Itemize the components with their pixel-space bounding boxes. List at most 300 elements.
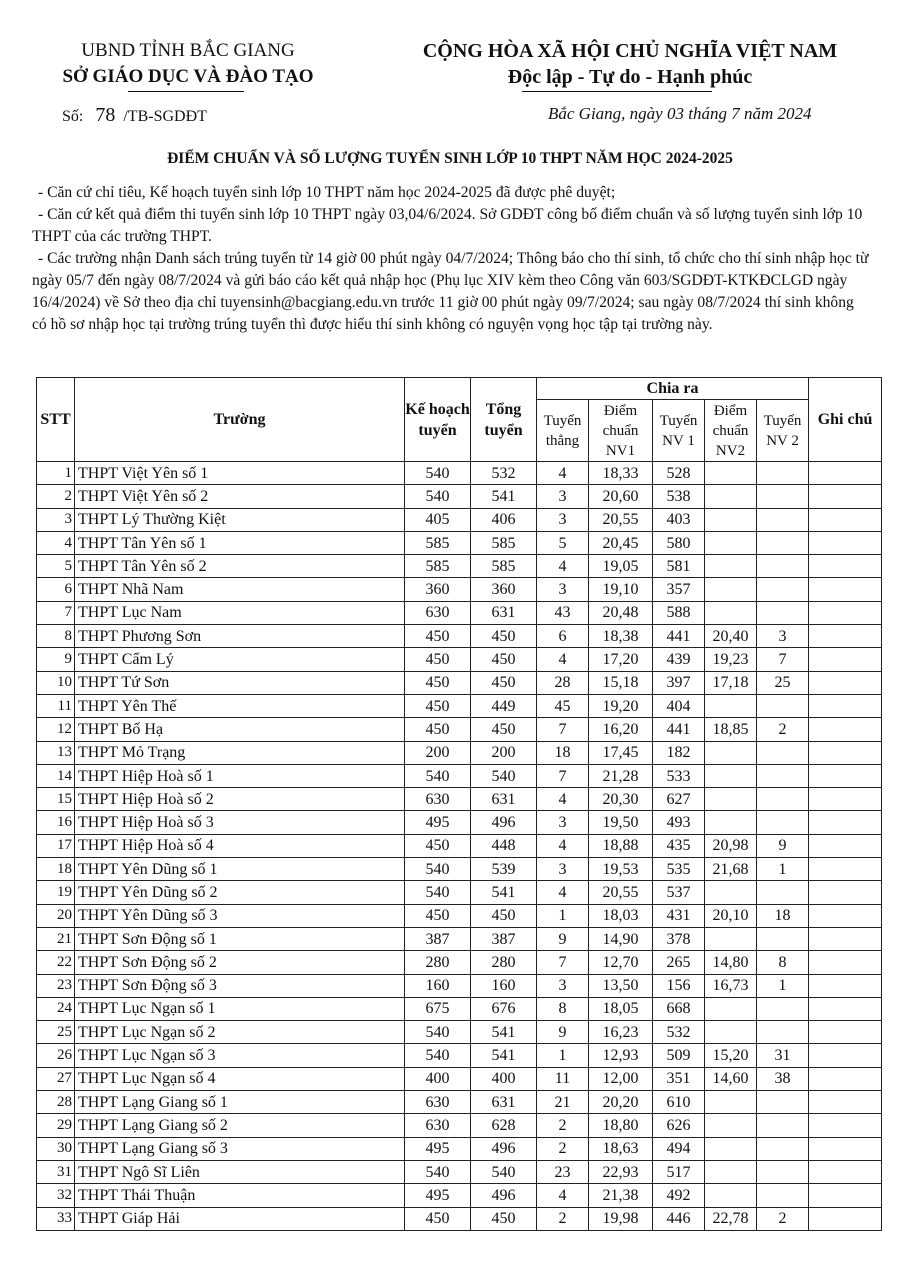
cell-note [809, 1137, 882, 1160]
cell-direct: 2 [537, 1114, 589, 1137]
cell-direct: 4 [537, 1184, 589, 1207]
cell-plan: 160 [405, 974, 471, 997]
table-row [37, 764, 882, 787]
cell-direct: 4 [537, 788, 589, 811]
cell-score-nv2 [705, 485, 757, 508]
header-total: Tổng tuyển [471, 378, 537, 462]
cell-admit-nv1: 446 [653, 1207, 705, 1230]
cell-total: 496 [471, 811, 537, 834]
cell-admit-nv1: 397 [653, 671, 705, 694]
cell-score-nv2: 20,98 [705, 834, 757, 857]
table-row [37, 927, 882, 950]
cell-admit-nv1: 156 [653, 974, 705, 997]
header-score-nv1: Điểm chuẩn NV1 [589, 400, 653, 462]
cell-plan: 675 [405, 997, 471, 1020]
table-row [37, 951, 882, 974]
cell-school: THPT Lý Thường Kiệt [75, 508, 405, 531]
cell-plan: 450 [405, 904, 471, 927]
cell-direct: 1 [537, 1044, 589, 1067]
cell-admit-nv1: 610 [653, 1091, 705, 1114]
cell-admit-nv1: 535 [653, 858, 705, 881]
cell-school: THPT Sơn Động số 1 [75, 927, 405, 950]
cell-score-nv1: 18,03 [589, 904, 653, 927]
cell-note [809, 1067, 882, 1090]
cell-direct: 3 [537, 508, 589, 531]
cell-note [809, 508, 882, 531]
cell-admit-nv1: 439 [653, 648, 705, 671]
cell-total: 541 [471, 1021, 537, 1044]
cell-school: THPT Nhã Nam [75, 578, 405, 601]
cell-total: 631 [471, 1091, 537, 1114]
cell-direct: 11 [537, 1067, 589, 1090]
cell-note [809, 485, 882, 508]
cell-note [809, 1091, 882, 1114]
cell-admit-nv2: 38 [757, 1067, 809, 1090]
cell-score-nv1: 14,90 [589, 927, 653, 950]
cell-score-nv2 [705, 1184, 757, 1207]
header-admit-nv1: Tuyển NV 1 [653, 400, 705, 462]
cell-school: THPT Cẩm Lý [75, 648, 405, 671]
cell-score-nv2 [705, 741, 757, 764]
number-prefix: Số: [62, 108, 84, 125]
cell-school: THPT Lạng Giang số 3 [75, 1137, 405, 1160]
cell-admit-nv2 [757, 555, 809, 578]
cell-note [809, 1207, 882, 1230]
cell-score-nv2 [705, 555, 757, 578]
table-row [37, 881, 882, 904]
cell-total: 450 [471, 671, 537, 694]
cell-admit-nv1: 441 [653, 625, 705, 648]
cell-stt: 7 [37, 601, 75, 624]
agency-department: SỞ GIÁO DỤC VÀ ĐÀO TẠO [62, 66, 314, 87]
cell-school: THPT Lục Nam [75, 601, 405, 624]
cell-direct: 4 [537, 648, 589, 671]
table-row [37, 531, 882, 554]
cell-direct: 5 [537, 531, 589, 554]
motto-underline [522, 91, 712, 92]
cell-stt: 27 [37, 1067, 75, 1090]
cell-plan: 450 [405, 694, 471, 717]
cell-plan: 450 [405, 1207, 471, 1230]
cell-admit-nv2 [757, 764, 809, 787]
cell-plan: 540 [405, 462, 471, 485]
intro-paragraphs [32, 182, 870, 336]
intro-paragraph: - Căn cứ kết quả điểm thi tuyển sinh lớp 10 THPT ngày 03,04/6/2024. Sở GDĐT công bố điểm chuẩn và số lượng tuyển sinh lớp 10 THPT của các trường THPT. [32, 206, 863, 245]
cell-score-nv2: 20,40 [705, 625, 757, 648]
cell-score-nv2 [705, 764, 757, 787]
cell-admit-nv2 [757, 997, 809, 1020]
cell-total: 541 [471, 485, 537, 508]
cell-direct: 45 [537, 694, 589, 717]
number-value: 78 [95, 104, 116, 126]
cell-total: 541 [471, 881, 537, 904]
cell-direct: 23 [537, 1160, 589, 1183]
table-row [37, 741, 882, 764]
table-row [37, 1021, 882, 1044]
cell-direct: 3 [537, 974, 589, 997]
cell-total: 585 [471, 531, 537, 554]
cell-total: 539 [471, 858, 537, 881]
cell-direct: 3 [537, 811, 589, 834]
cell-admit-nv1: 517 [653, 1160, 705, 1183]
cell-plan: 495 [405, 1184, 471, 1207]
cell-admit-nv1: 265 [653, 951, 705, 974]
cell-score-nv2 [705, 1137, 757, 1160]
cell-stt: 17 [37, 834, 75, 857]
cell-note [809, 951, 882, 974]
cell-admit-nv2 [757, 462, 809, 485]
cell-stt: 1 [37, 462, 75, 485]
table-row [37, 601, 882, 624]
cell-total: 450 [471, 904, 537, 927]
cell-direct: 7 [537, 951, 589, 974]
cell-stt: 25 [37, 1021, 75, 1044]
cell-total: 496 [471, 1137, 537, 1160]
cell-note [809, 1044, 882, 1067]
table-row [37, 1044, 882, 1067]
table-row [37, 834, 882, 857]
cell-stt: 31 [37, 1160, 75, 1183]
header-breakdown: Chia ra [537, 378, 809, 400]
cell-score-nv1: 13,50 [589, 974, 653, 997]
cell-stt: 2 [37, 485, 75, 508]
cell-score-nv2: 16,73 [705, 974, 757, 997]
table-row [37, 1184, 882, 1207]
cell-note [809, 1184, 882, 1207]
cell-score-nv2: 22,78 [705, 1207, 757, 1230]
cell-total: 496 [471, 1184, 537, 1207]
cell-note [809, 858, 882, 881]
table-row [37, 1137, 882, 1160]
cell-total: 400 [471, 1067, 537, 1090]
cell-plan: 630 [405, 788, 471, 811]
cell-plan: 540 [405, 485, 471, 508]
cell-score-nv1: 19,05 [589, 555, 653, 578]
cell-score-nv1: 19,10 [589, 578, 653, 601]
cell-direct: 3 [537, 858, 589, 881]
table-row [37, 1114, 882, 1137]
cell-score-nv1: 16,20 [589, 718, 653, 741]
cell-score-nv2 [705, 1160, 757, 1183]
cell-admit-nv2: 3 [757, 625, 809, 648]
cell-school: THPT Lạng Giang số 1 [75, 1091, 405, 1114]
agency-province: UBND TỈNH BẮC GIANG [81, 40, 295, 61]
cell-score-nv1: 20,55 [589, 881, 653, 904]
issuing-agency [28, 38, 348, 90]
cell-note [809, 997, 882, 1020]
cell-note [809, 881, 882, 904]
cell-direct: 9 [537, 1021, 589, 1044]
cell-admit-nv1: 668 [653, 997, 705, 1020]
cell-note [809, 531, 882, 554]
cell-plan: 585 [405, 555, 471, 578]
intro-paragraph: - Các trường nhận Danh sách trúng tuyển từ 14 giờ 00 phút ngày 04/7/2024; Thông báo cho thí sinh, tổ chức cho thí sinh nhập học từ ngày 05/7 đến ngày 08/7/2024 và gửi báo cáo kết quả nhập học (Phụ lục XIV kèm theo Công văn 603/SGDĐT-KTKĐCLGD ngày 16/4/2024) về Sở theo địa chỉ tuyensinh@bacgiang.edu.vn trước 11 giờ 00 phút ngày 09/7/2024; sau ngày 08/7/2024 thí sinh không có hồ sơ nhập học tại trường trúng tuyển thì được hiểu thí sinh không có nguyện vọng học tập tại trường này. [32, 250, 869, 333]
cell-note [809, 834, 882, 857]
cell-stt: 22 [37, 951, 75, 974]
cell-note [809, 1114, 882, 1137]
cell-admit-nv2: 2 [757, 718, 809, 741]
cell-note [809, 927, 882, 950]
document-title: ĐIỂM CHUẨN VÀ SỐ LƯỢNG TUYỂN SINH LỚP 10 THPT NĂM HỌC 2024-2025 [167, 150, 733, 167]
table-row [37, 462, 882, 485]
cell-direct: 2 [537, 1207, 589, 1230]
cell-admit-nv2: 2 [757, 1207, 809, 1230]
header-plan: Kế hoạch tuyển [405, 378, 471, 462]
cell-school: THPT Lục Ngạn số 3 [75, 1044, 405, 1067]
cell-school: THPT Thái Thuận [75, 1184, 405, 1207]
cell-school: THPT Hiệp Hoà số 3 [75, 811, 405, 834]
cell-score-nv1: 19,20 [589, 694, 653, 717]
cell-stt: 5 [37, 555, 75, 578]
cell-score-nv1: 18,05 [589, 997, 653, 1020]
cell-plan: 630 [405, 1114, 471, 1137]
cell-admit-nv1: 492 [653, 1184, 705, 1207]
cell-stt: 6 [37, 578, 75, 601]
cell-score-nv2 [705, 1114, 757, 1137]
cell-plan: 540 [405, 881, 471, 904]
cell-score-nv1: 20,55 [589, 508, 653, 531]
cell-school: THPT Việt Yên số 2 [75, 485, 405, 508]
cell-admit-nv2 [757, 601, 809, 624]
cell-score-nv1: 20,48 [589, 601, 653, 624]
nation-motto: Độc lập - Tự do - Hạnh phúc [507, 66, 753, 88]
cell-admit-nv2 [757, 1137, 809, 1160]
cell-plan: 450 [405, 718, 471, 741]
cell-total: 280 [471, 951, 537, 974]
cell-score-nv1: 15,18 [589, 671, 653, 694]
cell-score-nv1: 12,00 [589, 1067, 653, 1090]
cell-admit-nv1: 435 [653, 834, 705, 857]
cell-admit-nv1: 627 [653, 788, 705, 811]
cell-score-nv2 [705, 1091, 757, 1114]
cell-stt: 8 [37, 625, 75, 648]
cell-admit-nv2: 1 [757, 858, 809, 881]
cell-admit-nv2 [757, 811, 809, 834]
cell-score-nv1: 20,30 [589, 788, 653, 811]
cell-direct: 43 [537, 601, 589, 624]
cell-plan: 540 [405, 764, 471, 787]
cell-note [809, 904, 882, 927]
cell-school: THPT Tân Yên số 2 [75, 555, 405, 578]
cell-stt: 30 [37, 1137, 75, 1160]
cell-note [809, 1160, 882, 1183]
cell-plan: 450 [405, 625, 471, 648]
cell-stt: 26 [37, 1044, 75, 1067]
cell-admit-nv1: 378 [653, 927, 705, 950]
cell-score-nv2: 19,23 [705, 648, 757, 671]
cell-plan: 630 [405, 601, 471, 624]
cell-school: THPT Lạng Giang số 2 [75, 1114, 405, 1137]
cell-stt: 23 [37, 974, 75, 997]
cell-school: THPT Sơn Động số 2 [75, 951, 405, 974]
cell-admit-nv1: 357 [653, 578, 705, 601]
cell-total: 532 [471, 462, 537, 485]
cell-note [809, 788, 882, 811]
cell-admit-nv2 [757, 508, 809, 531]
cell-stt: 12 [37, 718, 75, 741]
cell-note [809, 694, 882, 717]
cell-direct: 18 [537, 741, 589, 764]
cell-plan: 405 [405, 508, 471, 531]
cell-school: THPT Việt Yên số 1 [75, 462, 405, 485]
cell-admit-nv2 [757, 1160, 809, 1183]
cell-direct: 28 [537, 671, 589, 694]
cell-school: THPT Phương Sơn [75, 625, 405, 648]
cell-note [809, 974, 882, 997]
cell-score-nv2 [705, 881, 757, 904]
cell-admit-nv1: 494 [653, 1137, 705, 1160]
header-school: Trường [75, 378, 405, 462]
cell-score-nv2: 20,10 [705, 904, 757, 927]
cell-total: 387 [471, 927, 537, 950]
cell-total: 628 [471, 1114, 537, 1137]
cell-direct: 3 [537, 485, 589, 508]
cell-admit-nv2: 25 [757, 671, 809, 694]
cell-score-nv1: 12,70 [589, 951, 653, 974]
cell-admit-nv2 [757, 694, 809, 717]
table-row [37, 648, 882, 671]
cell-score-nv2 [705, 788, 757, 811]
cell-note [809, 625, 882, 648]
cell-score-nv2 [705, 1021, 757, 1044]
cell-stt: 3 [37, 508, 75, 531]
cell-plan: 630 [405, 1091, 471, 1114]
cell-school: THPT Yên Dũng số 1 [75, 858, 405, 881]
cell-total: 676 [471, 997, 537, 1020]
cell-plan: 360 [405, 578, 471, 601]
cell-score-nv1: 22,93 [589, 1160, 653, 1183]
cell-score-nv2 [705, 601, 757, 624]
cell-admit-nv1: 537 [653, 881, 705, 904]
cell-note [809, 671, 882, 694]
table-row [37, 694, 882, 717]
table-row [37, 555, 882, 578]
cell-total: 541 [471, 1044, 537, 1067]
cell-stt: 4 [37, 531, 75, 554]
cell-score-nv1: 21,38 [589, 1184, 653, 1207]
cell-admit-nv1: 533 [653, 764, 705, 787]
cell-admit-nv1: 580 [653, 531, 705, 554]
cell-direct: 4 [537, 881, 589, 904]
cell-admit-nv1: 493 [653, 811, 705, 834]
cell-stt: 10 [37, 671, 75, 694]
cell-score-nv2: 21,68 [705, 858, 757, 881]
cell-score-nv2 [705, 997, 757, 1020]
cell-direct: 7 [537, 764, 589, 787]
cell-admit-nv1: 532 [653, 1021, 705, 1044]
cell-school: THPT Tân Yên số 1 [75, 531, 405, 554]
cell-total: 450 [471, 718, 537, 741]
cell-score-nv1: 18,38 [589, 625, 653, 648]
cell-plan: 540 [405, 1160, 471, 1183]
cell-plan: 450 [405, 834, 471, 857]
cell-note [809, 1021, 882, 1044]
cell-admit-nv1: 509 [653, 1044, 705, 1067]
cell-total: 631 [471, 788, 537, 811]
admission-table [36, 377, 882, 1231]
cell-note [809, 648, 882, 671]
table-row [37, 625, 882, 648]
header-note: Ghi chú [809, 378, 882, 462]
nation-name: CỘNG HÒA XÃ HỘI CHỦ NGHĨA VIỆT NAM [422, 40, 838, 62]
cell-score-nv1: 17,20 [589, 648, 653, 671]
cell-total: 160 [471, 974, 537, 997]
cell-direct: 21 [537, 1091, 589, 1114]
cell-admit-nv2: 7 [757, 648, 809, 671]
cell-total: 585 [471, 555, 537, 578]
table-row [37, 858, 882, 881]
cell-stt: 16 [37, 811, 75, 834]
table-row [37, 974, 882, 997]
cell-score-nv2: 17,18 [705, 671, 757, 694]
cell-plan: 400 [405, 1067, 471, 1090]
cell-direct: 4 [537, 555, 589, 578]
cell-school: THPT Yên Thế [75, 694, 405, 717]
cell-school: THPT Hiệp Hoà số 2 [75, 788, 405, 811]
table-row [37, 811, 882, 834]
cell-admit-nv1: 581 [653, 555, 705, 578]
cell-school: THPT Lục Ngạn số 4 [75, 1067, 405, 1090]
cell-admit-nv2 [757, 485, 809, 508]
cell-score-nv2 [705, 462, 757, 485]
table-row [37, 508, 882, 531]
cell-plan: 200 [405, 741, 471, 764]
cell-school: THPT Hiệp Hoà số 1 [75, 764, 405, 787]
cell-admit-nv1: 441 [653, 718, 705, 741]
cell-score-nv1: 20,45 [589, 531, 653, 554]
cell-school: THPT Yên Dũng số 3 [75, 904, 405, 927]
cell-admit-nv1: 588 [653, 601, 705, 624]
cell-school: THPT Mỏ Trạng [75, 741, 405, 764]
cell-admit-nv2 [757, 881, 809, 904]
cell-score-nv1: 16,23 [589, 1021, 653, 1044]
table-row [37, 997, 882, 1020]
cell-plan: 387 [405, 927, 471, 950]
cell-admit-nv1: 528 [653, 462, 705, 485]
cell-score-nv2: 15,20 [705, 1044, 757, 1067]
national-motto [390, 38, 870, 90]
cell-score-nv2 [705, 927, 757, 950]
cell-admit-nv2 [757, 578, 809, 601]
document-number [62, 104, 207, 127]
cell-score-nv2 [705, 531, 757, 554]
cell-score-nv1: 12,93 [589, 1044, 653, 1067]
cell-school: THPT Bố Hạ [75, 718, 405, 741]
cell-stt: 18 [37, 858, 75, 881]
cell-note [809, 811, 882, 834]
cell-plan: 280 [405, 951, 471, 974]
cell-score-nv1: 18,63 [589, 1137, 653, 1160]
cell-score-nv1: 19,53 [589, 858, 653, 881]
cell-score-nv1: 17,45 [589, 741, 653, 764]
cell-stt: 14 [37, 764, 75, 787]
cell-stt: 29 [37, 1114, 75, 1137]
cell-direct: 2 [537, 1137, 589, 1160]
cell-school: THPT Giáp Hải [75, 1207, 405, 1230]
table-row [37, 578, 882, 601]
cell-admit-nv2 [757, 1021, 809, 1044]
cell-school: THPT Yên Dũng số 2 [75, 881, 405, 904]
cell-admit-nv2 [757, 1114, 809, 1137]
cell-school: THPT Sơn Động số 3 [75, 974, 405, 997]
cell-admit-nv2 [757, 1184, 809, 1207]
cell-stt: 24 [37, 997, 75, 1020]
cell-note [809, 718, 882, 741]
cell-score-nv1: 21,28 [589, 764, 653, 787]
header-score-nv2: Điểm chuẩn NV2 [705, 400, 757, 462]
cell-plan: 450 [405, 648, 471, 671]
cell-plan: 495 [405, 1137, 471, 1160]
